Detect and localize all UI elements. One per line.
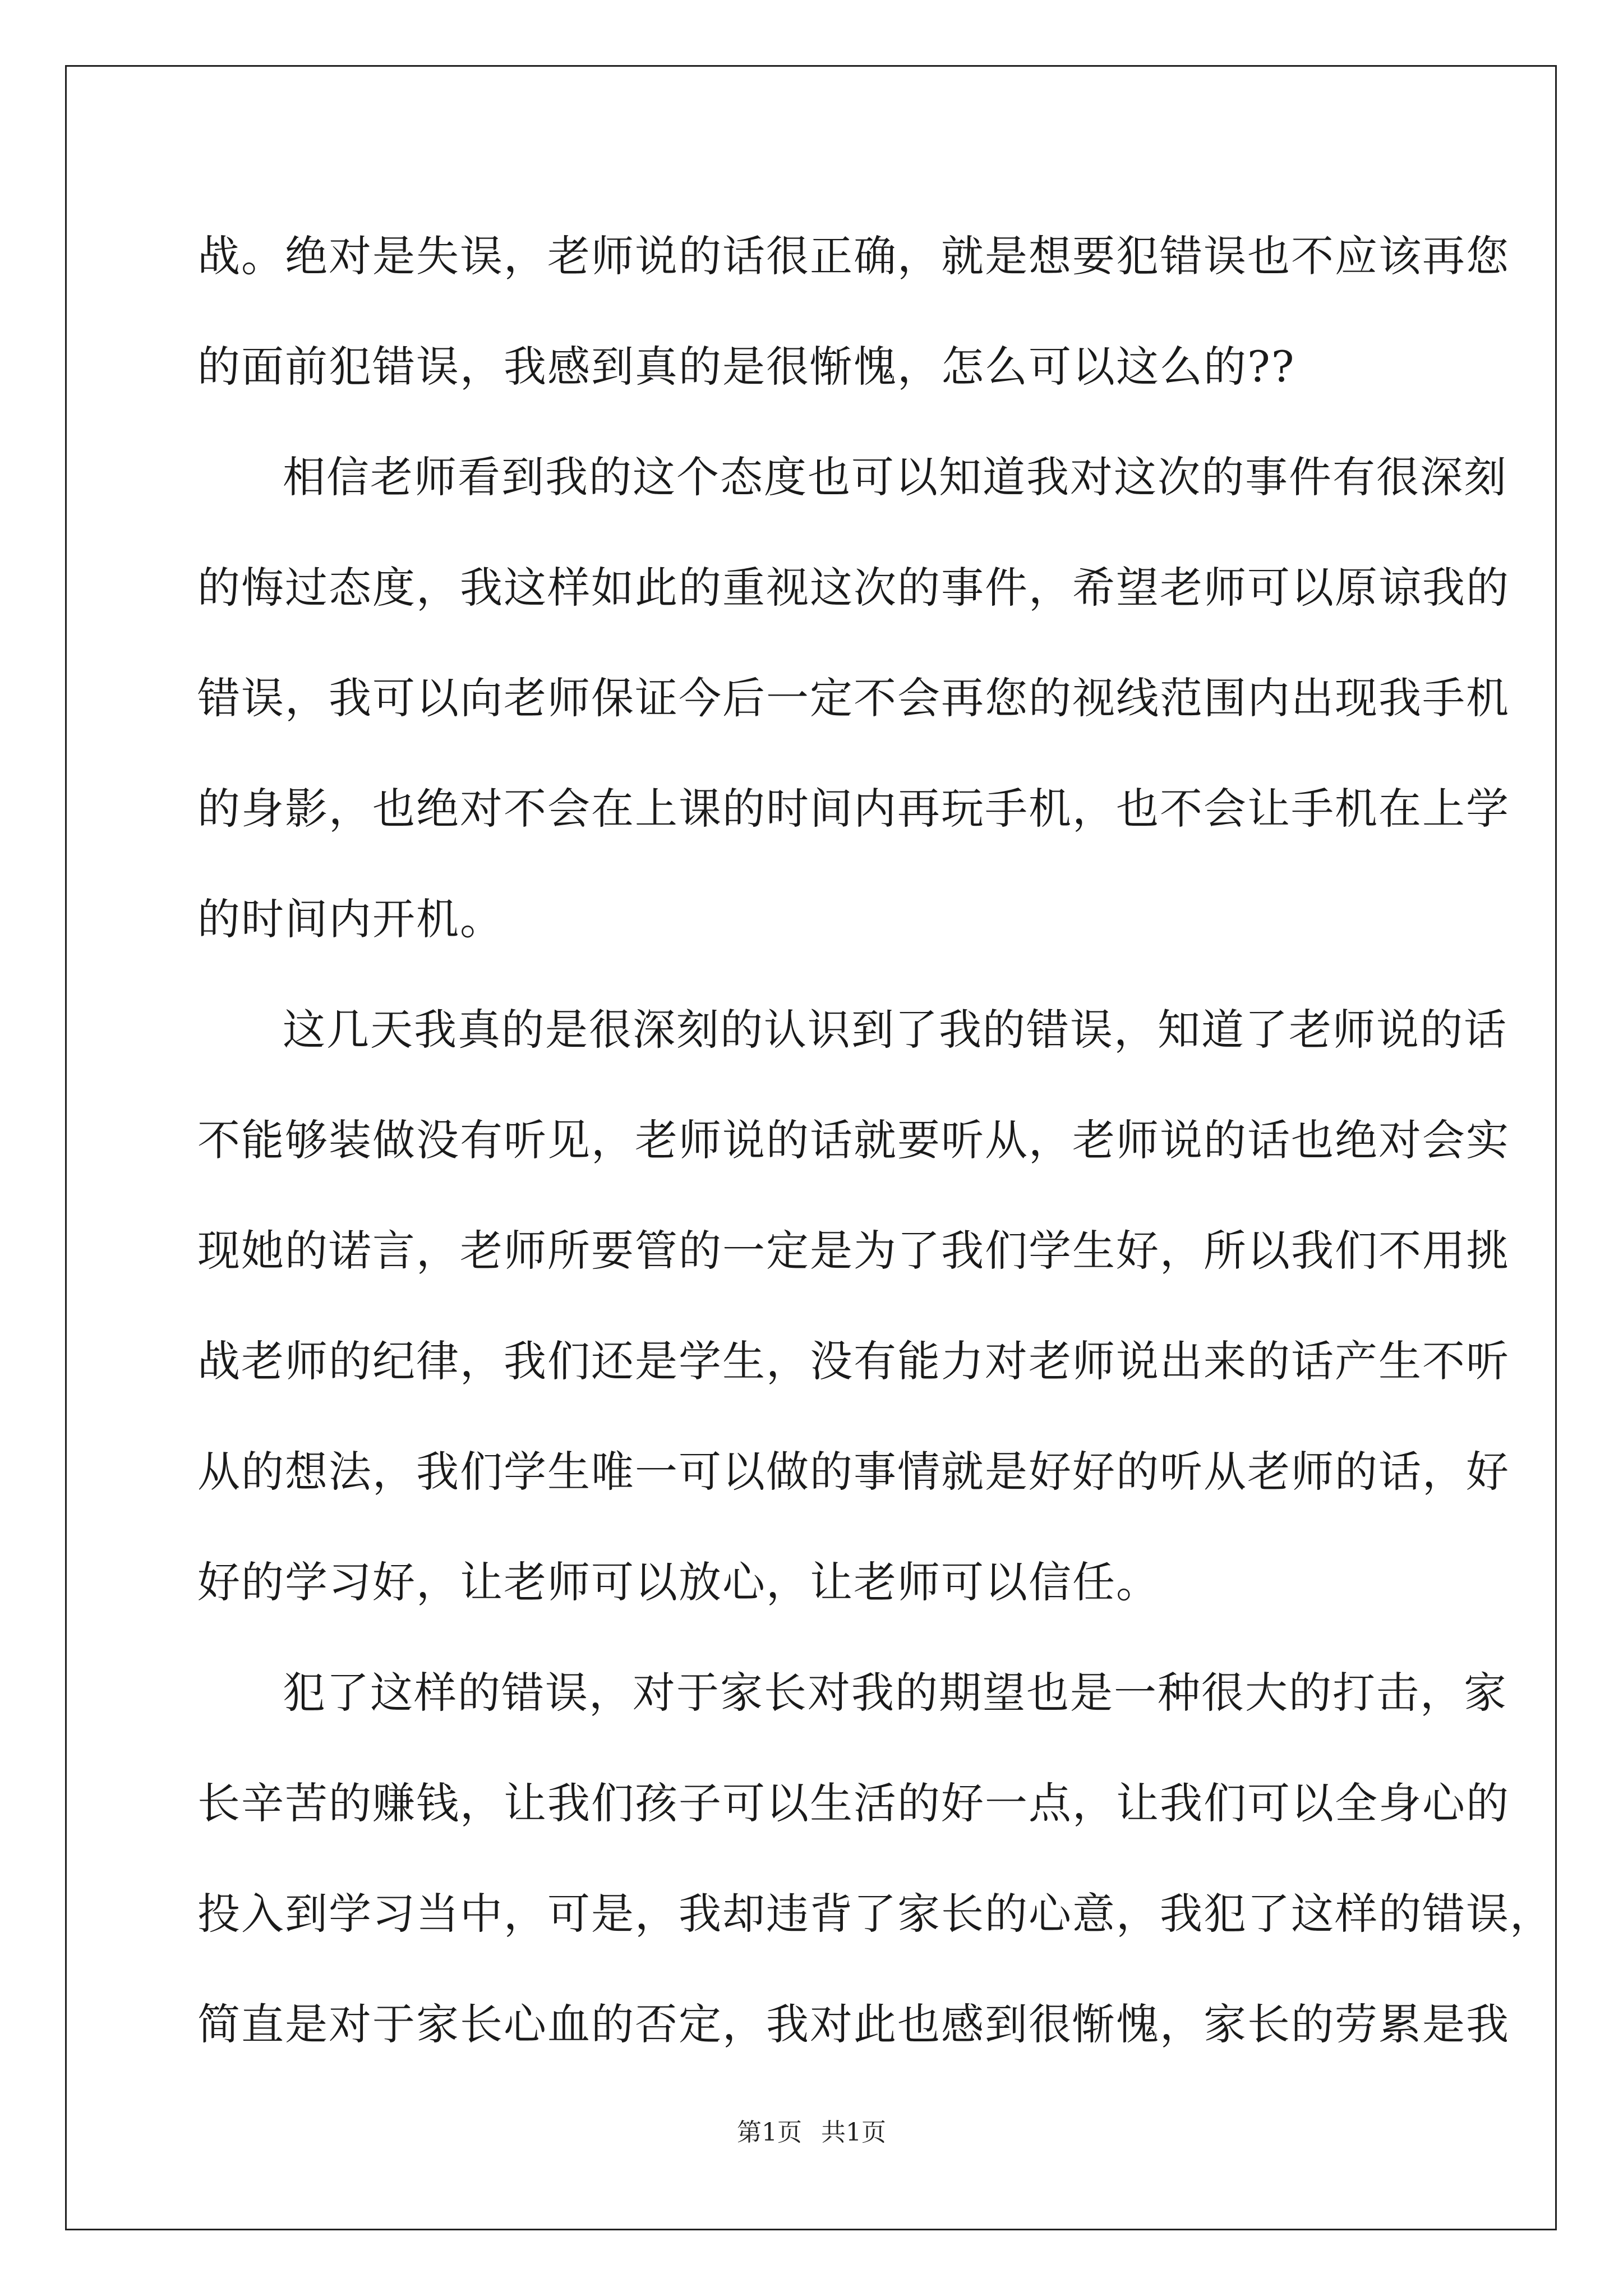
- page-footer: [0, 2116, 1623, 2150]
- text-line-9: 不能够装做没有听见，老师说的话就要听从，老师说的话也绝对会实: [197, 1115, 1510, 1165]
- text-line-7: 的时间内开机。: [197, 894, 504, 944]
- text-line-8: 这几天我真的是很深刻的认识到了我的错误，知道了老师说的话: [283, 1005, 1507, 1055]
- text-line-1: 战。绝对是失误，老师说的话很正确，就是想要犯错误也不应该再您: [197, 231, 1510, 281]
- text-line-6: 的身影，也绝对不会在上课的时间内再玩手机，也不会让手机在上学: [197, 784, 1510, 834]
- text-line-17: 简直是对于家长心血的否定，我对此也感到很惭愧，家长的劳累是我: [197, 1999, 1510, 2049]
- text-line-10: 现她的诺言，老师所要管的一定是为了我们学生好，所以我们不用挑: [197, 1226, 1510, 1276]
- text-line-12: 从的想法，我们学生唯一可以做的事情就是好好的听从老师的话，好: [197, 1447, 1510, 1497]
- text-line-14: 犯了这样的错误，对于家长对我的期望也是一种很大的打击，家: [283, 1668, 1507, 1718]
- text-line-4: 的悔过态度，我这样如此的重视这次的事件，希望老师可以原谅我的: [197, 563, 1510, 613]
- page-number-total: 共1页: [821, 2118, 886, 2147]
- text-line-2: 的面前犯错误，我感到真的是很惭愧，怎么可以这么的??: [197, 342, 1295, 392]
- page-number-current: 第1页: [737, 2118, 802, 2147]
- text-line-3: 相信老师看到我的这个态度也可以知道我对这次的事件有很深刻: [283, 452, 1507, 502]
- text-line-15: 长辛苦的赚钱，让我们孩子可以生活的好一点，让我们可以全身心的: [197, 1778, 1510, 1828]
- text-line-13: 好的学习好，让老师可以放心，让老师可以信任。: [197, 1557, 1160, 1607]
- text-line-16: 投入到学习当中，可是，我却违背了家长的心意，我犯了这样的错误，: [197, 1889, 1553, 1939]
- text-line-5: 错误，我可以向老师保证今后一定不会再您的视线范围内出现我手机: [197, 673, 1510, 723]
- text-line-11: 战老师的纪律，我们还是学生，没有能力对老师说出来的话产生不听: [197, 1336, 1510, 1386]
- document-body: [197, 201, 1553, 2079]
